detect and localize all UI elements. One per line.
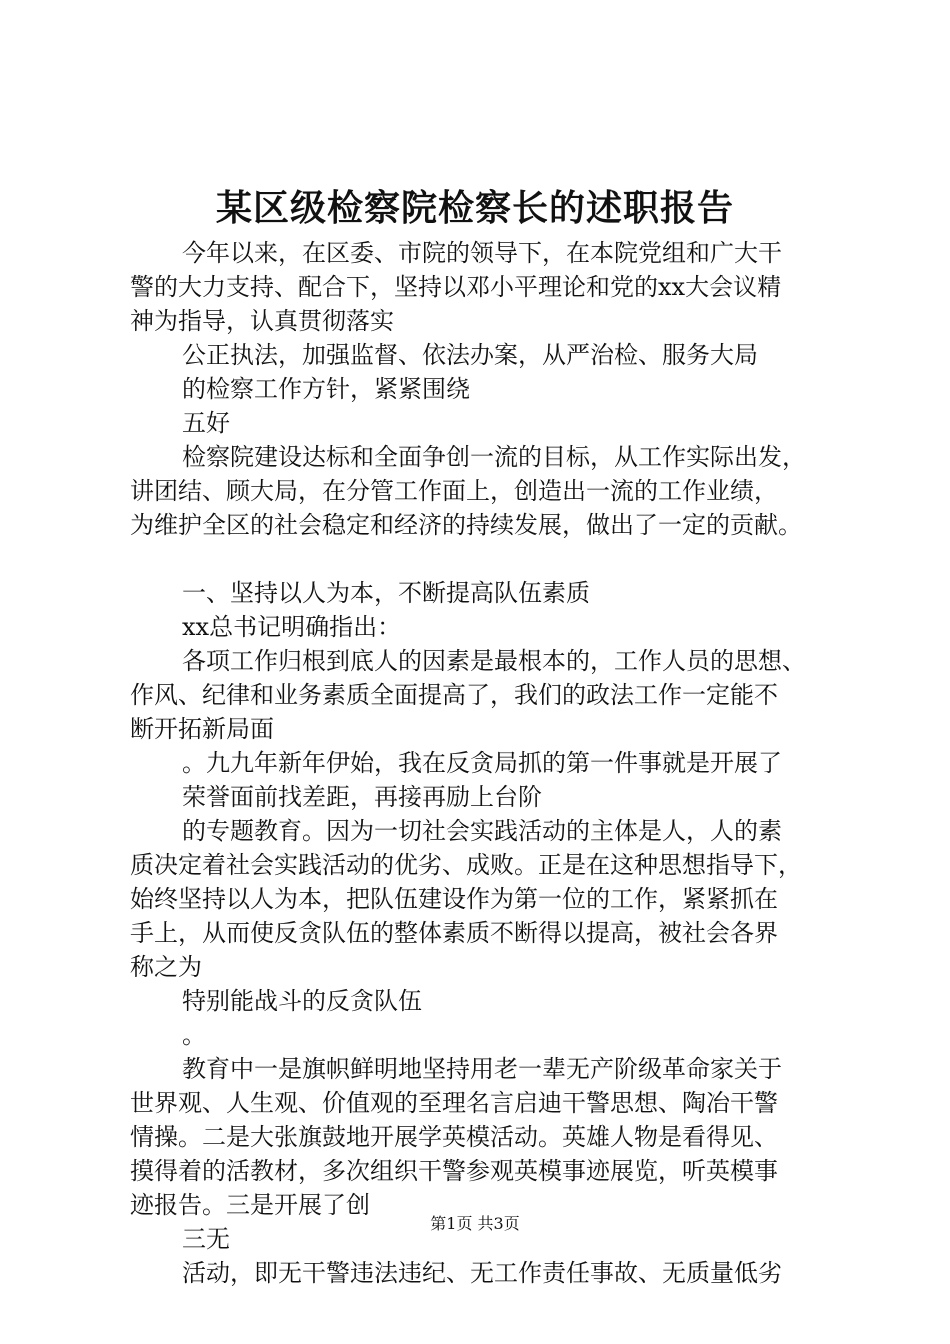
paragraph-line: 荣誉面前找差距，再接再励上台阶	[182, 783, 542, 811]
paragraph-line: 的检察工作方针，紧紧围绕	[182, 375, 470, 403]
paragraph-line: 世界观、人生观、价值观的至理名言启迪干警思想、陶冶干警	[130, 1089, 778, 1117]
paragraph-line: 情操。二是大张旗鼓地开展学英模活动。英雄人物是看得见、	[130, 1123, 778, 1151]
document-title: 某区级检察院检察长的述职报告	[215, 187, 734, 229]
paragraph-line: 今年以来，在区委、市院的领导下，在本院党组和广大干	[182, 239, 782, 267]
paragraph-line: 警的大力支持、配合下，坚持以邓小平理论和党的xx大会议精	[130, 273, 782, 301]
paragraph-line: 的专题教育。因为一切社会实践活动的主体是人，人的素	[182, 817, 782, 845]
paragraph-line: 手上，从而使反贪队伍的整体素质不断得以提高，被社会各界	[130, 919, 778, 947]
paragraph-line: 讲团结、顾大局，在分管工作面上，创造出一流的工作业绩，	[130, 477, 778, 505]
paragraph-line: 五好	[182, 409, 230, 437]
paragraph-line: 。九九年新年伊始，我在反贪局抓的第一件事就是开展了	[182, 749, 782, 777]
paragraph-gap	[130, 542, 850, 576]
paragraph-line: 始终坚持以人为本，把队伍建设作为第一位的工作，紧紧抓在	[130, 885, 778, 913]
paragraph-line: 质决定着社会实践活动的优劣、成败。正是在这种思想指导下，	[130, 851, 802, 879]
paragraph-line: 作风、纪律和业务素质全面提高了，我们的政法工作一定能不	[130, 681, 778, 709]
paragraph-line: 公正执法，加强监督、依法办案，从严治检、服务大局	[182, 341, 758, 369]
paragraph-line: 检察院建设达标和全面争创一流的目标，从工作实际出发，	[182, 443, 806, 471]
paragraph-line: 迹报告。三是开展了创	[130, 1191, 370, 1219]
paragraph-line: 摸得着的活教材，多次组织干警参观英模事迹展览，听英模事	[130, 1157, 778, 1185]
paragraph-line: 教育中一是旗帜鲜明地坚持用老一辈无产阶级革命家关于	[182, 1055, 782, 1083]
section-heading: 一、坚持以人为本，不断提高队伍素质	[182, 579, 590, 607]
document-body	[130, 236, 850, 1290]
paragraph-line: 三无	[182, 1225, 230, 1253]
paragraph-line: xx总书记明确指出：	[182, 613, 402, 641]
paragraph-line: 。	[182, 1021, 206, 1049]
paragraph-line: 活动，即无干警违法违纪、无工作责任事故、无质量低劣	[182, 1259, 782, 1287]
paragraph-line: 断开拓新局面	[130, 715, 274, 743]
paragraph-line: 神为指导，认真贯彻落实	[130, 307, 394, 335]
paragraph-line: 特别能战斗的反贪队伍	[182, 987, 422, 1015]
paragraph-line: 称之为	[130, 953, 202, 981]
page-number-footer: 第1页 共3页	[430, 1214, 520, 1233]
paragraph-line: 为维护全区的社会稳定和经济的持续发展，做出了一定的贡献。	[130, 511, 802, 539]
paragraph-line: 各项工作归根到底人的因素是最根本的，工作人员的思想、	[182, 647, 806, 675]
